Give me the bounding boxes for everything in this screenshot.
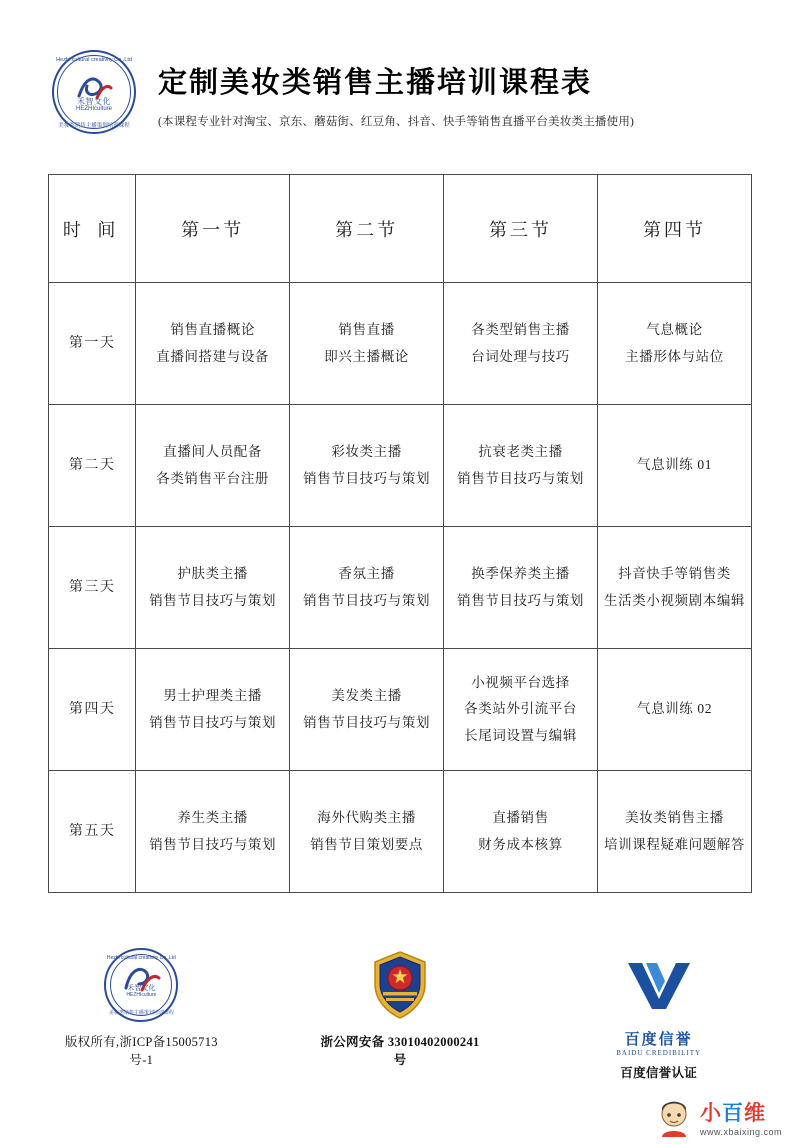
table-row (49, 771, 752, 893)
footer-badge-company (60, 944, 223, 1068)
schedule-cell-line: 各类型销售主播 (471, 322, 570, 338)
table-row (49, 527, 752, 649)
schedule-cell-line: 各类销售平台注册 (156, 470, 270, 486)
baidu-badge-art (577, 944, 740, 1026)
title-block (158, 56, 634, 129)
schedule-cell (290, 283, 444, 405)
column-header-time: 时 间 (49, 175, 136, 283)
schedule-cell-line: 美发类主播 (331, 688, 402, 704)
watermark-site-name (700, 1097, 766, 1127)
schedule-cell-line: 培训课程疑难问题解答 (604, 836, 746, 852)
table-row (49, 283, 752, 405)
column-header-period-1: 第一节 (136, 175, 290, 283)
schedule-cell (136, 649, 290, 771)
row-header-day: 第五天 (49, 771, 136, 893)
schedule-cell-line: 销售节目技巧与策划 (457, 592, 584, 608)
schedule-cell-line: 护肤类主播 (177, 566, 248, 582)
schedule-cell (444, 649, 598, 771)
schedule-cell (136, 771, 290, 893)
schedule-cell (444, 771, 598, 893)
schedule-cell-line: 财务成本核算 (478, 836, 563, 852)
seal-english-name: HEZHIculture (126, 992, 157, 999)
baidu-certification-text: 百度信誉认证 (620, 1066, 698, 1080)
schedule-cell-line: 直播间人员配备 (163, 444, 262, 460)
schedule-cell-line: 销售直播概论 (170, 322, 255, 338)
schedule-cell-line: 销售节目策划要点 (310, 836, 423, 852)
schedule-cell (290, 527, 444, 649)
police-emblem-icon (363, 948, 437, 1022)
document-header (0, 0, 800, 138)
watermark-char-1: 小 (699, 1102, 722, 1125)
schedule-cell-line: 抖音快手等销售类 (618, 566, 731, 582)
schedule-cell-line: 气息训练 01 (636, 457, 713, 473)
schedule-cell-line: 台词处理与技巧 (471, 348, 570, 364)
company-seal-art (60, 944, 223, 1026)
watermark-char-3: 维 (743, 1102, 766, 1125)
icp-license-text: 版权所有,浙ICP备15005713号-1 (64, 1035, 218, 1067)
company-seal-icon (104, 948, 178, 1022)
schedule-cell (598, 649, 752, 771)
document-footer (0, 944, 800, 1081)
schedule-cell (598, 527, 752, 649)
logo-arc-bottom-text: 美妆类销售主播策划培训课程 (58, 123, 130, 129)
schedule-cell-line: 长尾词设置与编辑 (464, 727, 577, 743)
schedule-cell-line: 直播销售 (492, 810, 549, 826)
column-header-period-3: 第三节 (444, 175, 598, 283)
schedule-cell (444, 283, 598, 405)
watermark-char-2: 百 (721, 1102, 744, 1125)
schedule-cell (290, 649, 444, 771)
schedule-cell (136, 527, 290, 649)
police-license-text: 浙公网安备 33010402000241号 (320, 1035, 480, 1067)
schedule-cell-line: 销售节目技巧与策划 (303, 592, 431, 608)
column-header-period-2: 第二节 (290, 175, 444, 283)
logo-english-name: HEZHIculture (75, 105, 112, 112)
schedule-cell-line: 各类站外引流平台 (464, 701, 577, 717)
schedule-cell-line: 养生类主播 (177, 810, 248, 826)
footer-badge-police (319, 944, 482, 1068)
schedule-cell-line: 彩妆类主播 (331, 444, 402, 460)
schedule-cell-line: 即兴主播概论 (324, 348, 409, 364)
schedule-cell-line: 销售节目技巧与策划 (149, 836, 277, 852)
schedule-cell-line: 气息训练 02 (636, 701, 713, 717)
company-logo (48, 46, 140, 138)
logo-chinese-name: 禾智文化 (77, 96, 111, 106)
schedule-cell (136, 283, 290, 405)
schedule-cell-line: 男士护理类主播 (163, 688, 262, 704)
row-header-day: 第一天 (49, 283, 136, 405)
schedule-cell-line: 生活类小视频剧本编辑 (604, 592, 746, 608)
watermark-text-block (700, 1097, 782, 1137)
schedule-cell-line: 销售节目技巧与策划 (303, 714, 431, 730)
table-row (49, 649, 752, 771)
schedule-cell-line: 海外代购类主播 (317, 810, 416, 826)
schedule-cell-line: 香氛主播 (338, 566, 395, 582)
schedule-cell-line: 直播间搭建与设备 (156, 348, 270, 364)
table-header-row (49, 175, 752, 283)
seal-arc-top-text: Hezhi cultural creativity Co.,Ltd (106, 955, 176, 961)
schedule-cell-line: 小视频平台选择 (471, 675, 570, 691)
page-title: 定制美妆类销售主播培训课程表 (158, 66, 593, 99)
row-header-day: 第三天 (49, 527, 136, 649)
column-header-period-4: 第四节 (598, 175, 752, 283)
page-subtitle: (本课程专业针对淘宝、京东、蘑菇街、红豆角、抖音、快手等销售直播平台美妆类主播使用) (158, 115, 635, 128)
schedule-cell (598, 405, 752, 527)
schedule-table (48, 174, 752, 893)
watermark-url: www.xbaixing.com (699, 1127, 782, 1137)
schedule-cell-line: 主播形体与站位 (625, 348, 724, 364)
watermark-mascot-icon (654, 1097, 694, 1137)
table-row (49, 405, 752, 527)
row-header-day: 第二天 (49, 405, 136, 527)
police-badge-art (319, 944, 482, 1026)
schedule-cell-line: 换季保养类主播 (471, 566, 570, 582)
row-header-day: 第四天 (49, 649, 136, 771)
footer-badge-baidu (577, 944, 740, 1081)
schedule-table-wrapper (48, 174, 752, 893)
schedule-cell-line: 销售节目技巧与策划 (149, 714, 277, 730)
schedule-cell-line: 销售节目技巧与策划 (303, 470, 431, 486)
baidu-credibility-title: 百度信誉 (624, 1032, 693, 1048)
table-head (49, 175, 752, 283)
schedule-cell-line: 销售节目技巧与策划 (149, 592, 277, 608)
logo-arc-top-text: Hezhi cultural creativity Co.,Ltd (56, 57, 132, 63)
schedule-cell (444, 405, 598, 527)
baidu-v-icon (626, 959, 692, 1011)
table-body (49, 283, 752, 893)
schedule-cell (290, 405, 444, 527)
schedule-cell (136, 405, 290, 527)
schedule-cell-line: 美妆类销售主播 (625, 810, 724, 826)
schedule-cell (290, 771, 444, 893)
baidu-credibility-subtitle: BAIDU CREDIBILITY (616, 1049, 702, 1057)
site-watermark (654, 1097, 782, 1137)
schedule-cell (444, 527, 598, 649)
schedule-cell (598, 283, 752, 405)
seal-arc-bottom-text: 美妆类销售主播策划培训课程 (108, 1010, 174, 1016)
schedule-cell-line: 气息概论 (646, 322, 703, 338)
schedule-cell-line: 销售节目技巧与策划 (457, 470, 584, 486)
schedule-cell-line: 抗衰老类主播 (478, 444, 563, 460)
schedule-cell-line: 销售直播 (338, 322, 395, 338)
seal-chinese-name: 禾智文化 (127, 984, 156, 992)
schedule-cell (598, 771, 752, 893)
